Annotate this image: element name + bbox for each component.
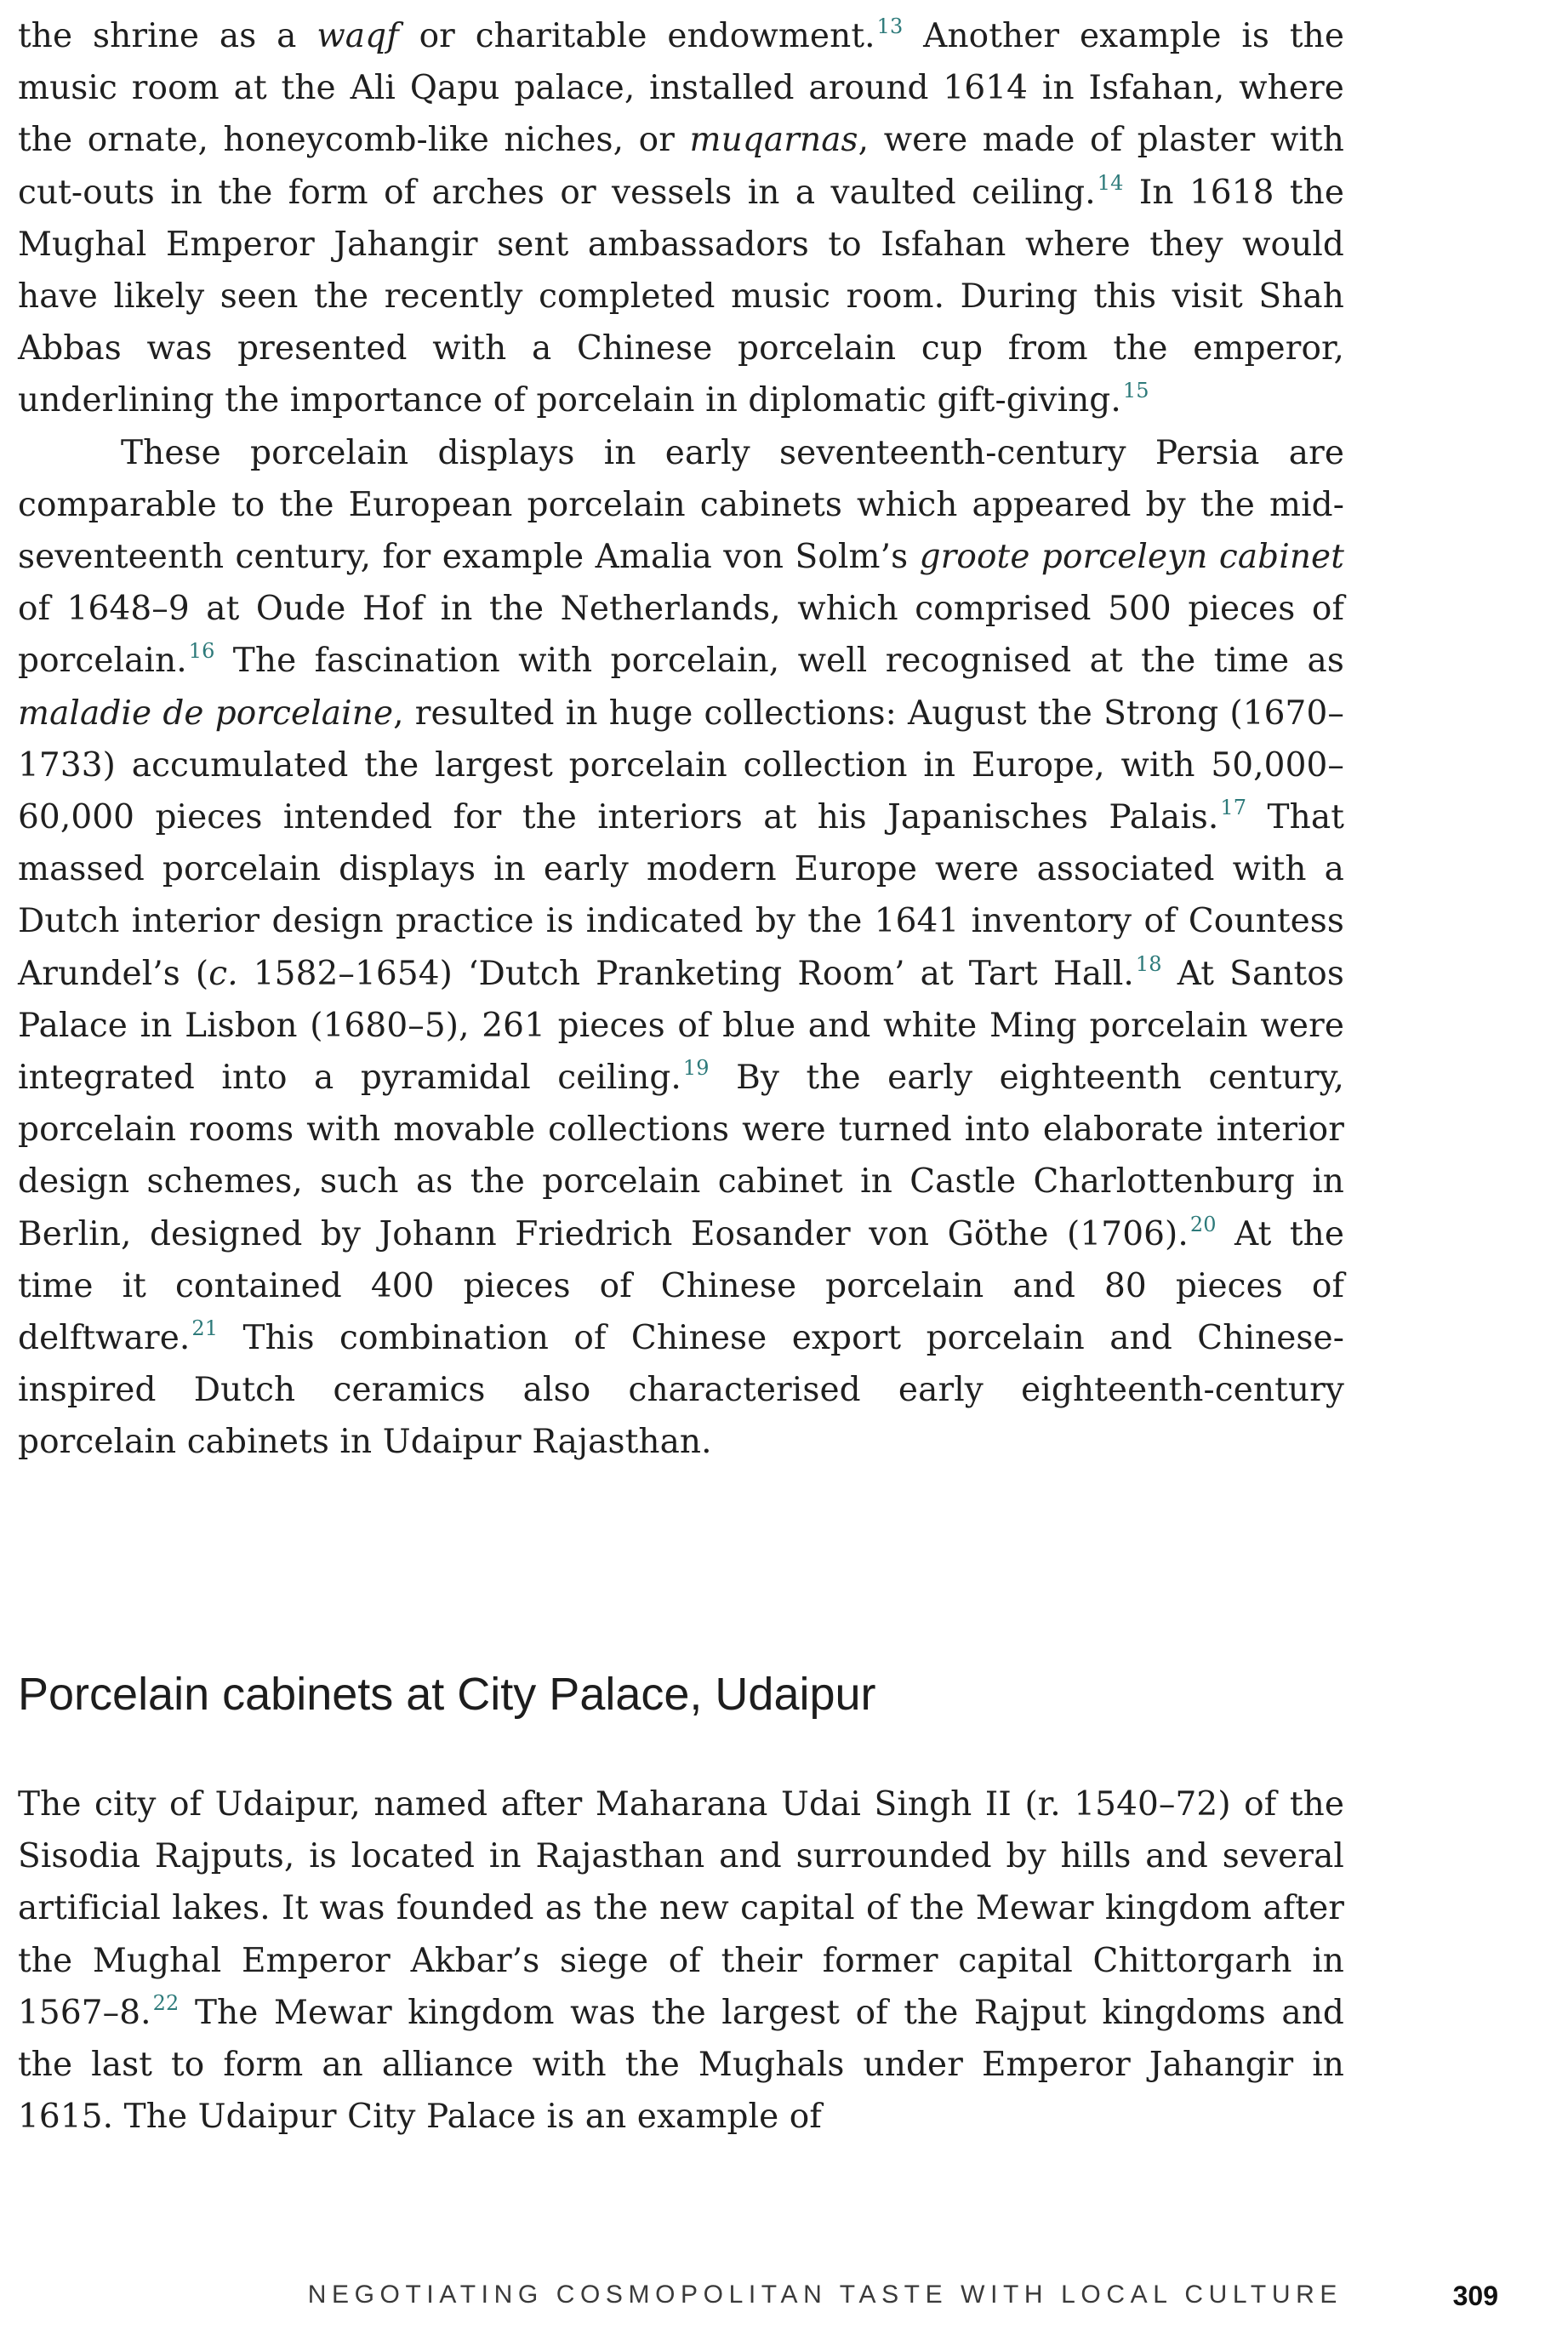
text-run: the shrine as a xyxy=(18,17,317,55)
text-run: The Mewar kingdom was the largest of the Rajput kingdoms and the last to form an alliance with the Mughals under Emperor Jahangir in 1615. The Udaipur City Palace is an example of xyxy=(18,1993,1344,2137)
running-head: NEGOTIATING COSMOPOLITAN TASTE WITH LOCAL CULTURE xyxy=(307,2281,1343,2309)
text-run: of 1648–9 at Oude Hof in the Netherlands, which comprised 500 pieces of porcelain. xyxy=(18,590,1344,681)
text-run: Another example is the music room at the Ali Qapu palace, installed around 1614 in Isfahan, where the ornate, honeycomb-like niches, or xyxy=(18,17,1345,160)
text-run: These porcelain displays in early seventeenth-century Persia are comparable to the European porcelain cabinets which appeared by the mid-seventeenth century, for example Amalia von Solm’s xyxy=(18,433,1344,577)
italic-text: maladie de porcelaine xyxy=(18,694,394,733)
footnote-marker[interactable]: 19 xyxy=(682,1056,710,1081)
body-text-bottom xyxy=(18,1778,1344,2143)
text-run: At Santos Palace in Lisbon (1680–5), 261 pieces of blue and white Ming porcelain were integrated into a pyramidal ceiling. xyxy=(18,954,1344,1098)
text-run: In 1618 the Mughal Emperor Jahangir sent ambassadors to Isfahan where they would have likely seen the recently completed music room. During this visit Shah Abbas was presented with a Chinese porcelain cup from the emperor, underlining the importance of porcelain in diplomatic gift-giving. xyxy=(18,173,1344,420)
text-run: , were made of plaster with cut-outs in the form of arches or vessels in a vaulted ceiling. xyxy=(18,121,1344,212)
footnote-marker[interactable]: 14 xyxy=(1097,170,1124,195)
page-number: 309 xyxy=(1452,2281,1498,2311)
footnote-marker[interactable]: 17 xyxy=(1220,796,1247,820)
text-run: 1582–1654) ‘Dutch Pranketing Room’ at Tart Hall. xyxy=(237,954,1134,993)
section-heading: Porcelain cabinets at City Palace, Udaipur xyxy=(18,1669,876,1720)
footnote-marker[interactable]: 22 xyxy=(152,1990,180,2015)
italic-text: muqarnas xyxy=(689,121,858,160)
footnote-marker[interactable]: 15 xyxy=(1122,379,1149,403)
footnote-marker[interactable]: 16 xyxy=(188,639,215,664)
text-run: By the early eighteenth century, porcelain rooms with movable collections were turned into elaborate interior design schemes, such as the porcelain cabinet in Castle Charlottenburg in Berlin, designed by Johann Friedrich Eosander von Göthe (1706). xyxy=(18,1059,1344,1253)
footnote-marker[interactable]: 20 xyxy=(1189,1212,1217,1236)
text-run: or charitable endowment. xyxy=(398,17,875,55)
body-text-top xyxy=(18,10,1344,1469)
footnote-marker[interactable]: 21 xyxy=(191,1316,219,1341)
text-run: This combination of Chinese export porcelain and Chinese-inspired Dutch ceramics also characterised early eighteenth-century porcelain cabinets in Udaipur Rajasthan. xyxy=(18,1319,1344,1462)
italic-text: c. xyxy=(208,954,238,993)
text-run: The fascination with porcelain, well recognised at the time as xyxy=(214,642,1344,681)
body-paragraph xyxy=(18,427,1344,1469)
footnote-marker[interactable]: 13 xyxy=(876,14,904,38)
body-paragraph xyxy=(18,1778,1344,2143)
text-run: The city of Udaipur, named after Maharana Udai Singh II (r. 1540–72) of the Sisodia Rajputs, is located in Rajasthan and surrounded by hills and several artificial lakes. It was founded as the new capital of the Mewar kingdom after the Mughal Emperor Akbar’s siege of their former capital Chittorgarh in 1567–8. xyxy=(18,1785,1344,2032)
text-run: That massed porcelain displays in early modern Europe were associated with a Dutch interior design practice is indicated by the 1641 inventory of Countess Arundel’s ( xyxy=(18,798,1345,993)
text-run: At the time it contained 400 pieces of Chinese porcelain and 80 pieces of delftware. xyxy=(18,1214,1345,1358)
footnote-marker[interactable]: 18 xyxy=(1135,951,1162,976)
body-paragraph xyxy=(18,10,1344,427)
page-footer xyxy=(0,2281,1568,2320)
italic-text: waqf xyxy=(316,17,399,55)
italic-text: groote porceleyn cabinet xyxy=(919,538,1344,577)
text-run: , resulted in huge collections: August the Strong (1670–1733) accumulated the largest porcelain collection in Europe, with 50,000–60,000 pieces intended for the interiors at his Japanisches Palais. xyxy=(18,694,1344,837)
